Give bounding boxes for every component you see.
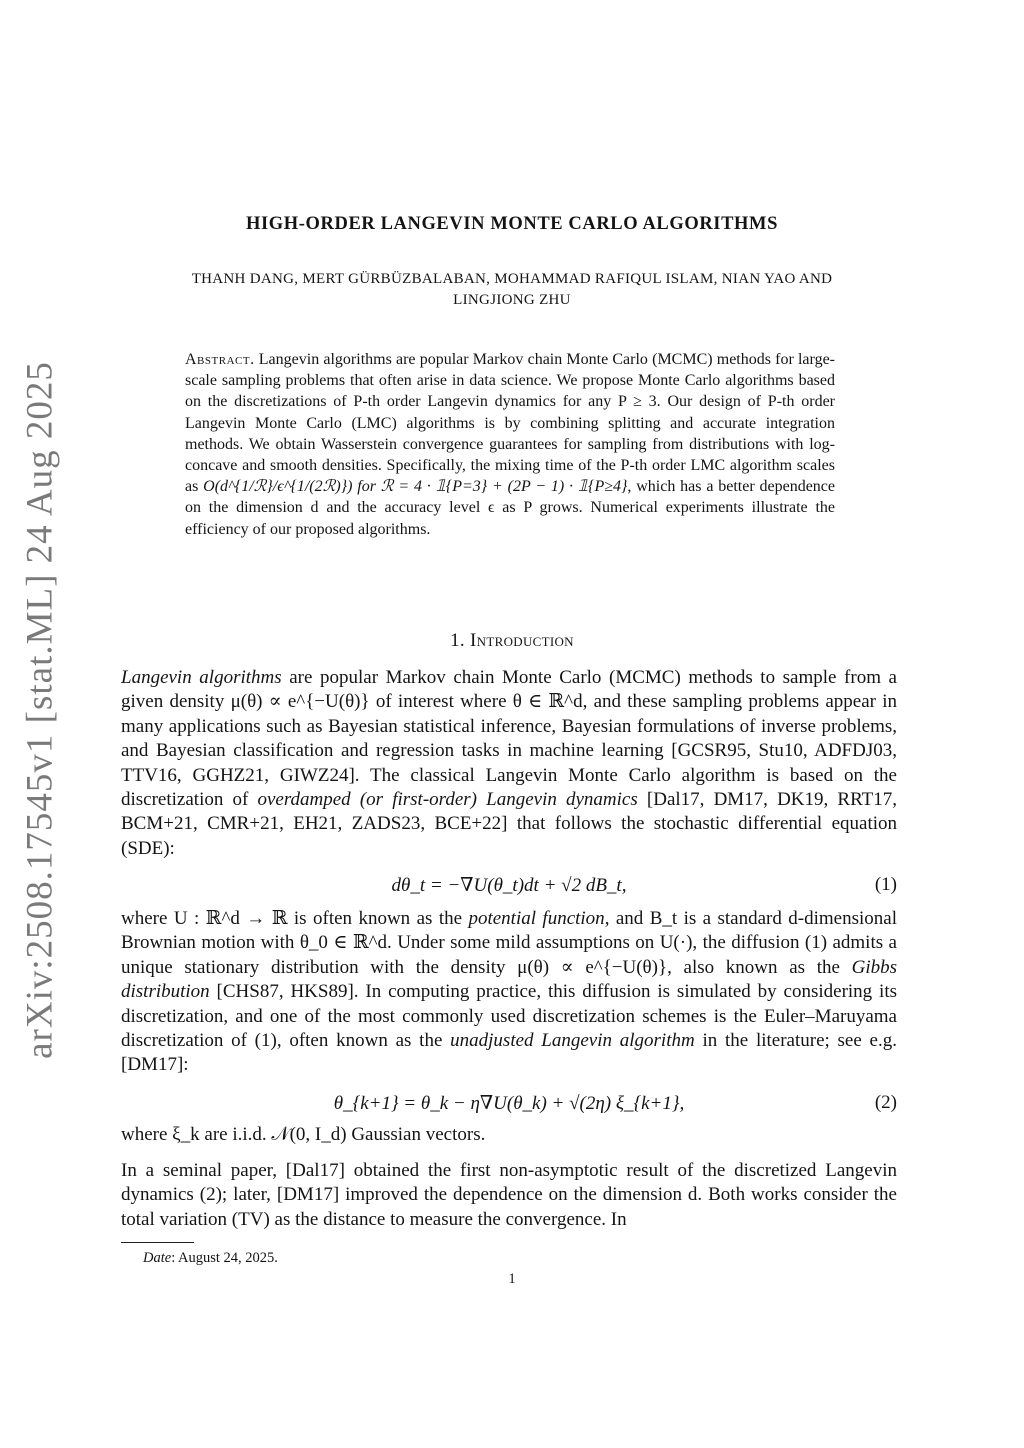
footnote-rule xyxy=(121,1242,194,1243)
section-number: 1. xyxy=(450,630,465,651)
section-title: Introduction xyxy=(470,630,574,651)
abstract-text-1: Langevin algorithms are popular Markov chain Monte Carlo (MCMC) methods for large-scale sampling problems that often arise in data science. We propose Monte Carlo algorithms based on the discretizations of P-th order Langevin dynamics for any P ≥ 3. Our design of P-th order Langevin Monte Carlo (LMC) algorithms is by combining splitting and accurate integration methods. We obtain Wasserstein convergence guarantees for sampling from distributions with log-concave and smooth densities. Specifically, the mixing time of the P-th order LMC algorithm scales as xyxy=(185,351,836,496)
term-overdamped: overdamped (or first-order) Langevin dynamics xyxy=(257,789,638,811)
abstract xyxy=(185,349,835,540)
paragraph-4: In a seminal paper, [Dal17] obtained the first non-asymptotic result of the discretized Langevin dynamics (2); later, [DM17] improved the dependence on the dimension d. Both works consider the total variation (TV) as the distance to measure the convergence. In xyxy=(121,1160,897,1230)
footnote-label: Date xyxy=(143,1250,172,1266)
authors-line-2: LINGJIONG ZHU xyxy=(453,292,571,308)
para2-text-1: where U : ℝ^d → ℝ is often known as the xyxy=(121,908,469,929)
abstract-text-2: , which has a better dependence on the dimension d and the accuracy level ϵ as P grows. Numerical experiments illustrate the efficiency of our proposed algorithms. xyxy=(185,478,835,538)
term-potential-function: potential function xyxy=(468,908,605,929)
para2-text-2: , and B_t is a standard d-dimensional Brownian motion with θ_0 ∈ ℝ^d. Under some mild assumptions on U(·), the diffusion (1) admits a unique stationary distribution with the density μ(θ) ∝ e^{−U(θ)}, also known as the xyxy=(121,908,897,978)
section-heading xyxy=(0,630,1024,652)
para2-text-4: in the literature; see e.g. [DM17]: xyxy=(121,1030,897,1076)
arxiv-identifier: arXiv:2508.17545v1 [stat.ML] 24 Aug 2025 xyxy=(19,361,61,1059)
para1-text-2: [Dal17, DM17, DK19, RRT17, BCM+21, CMR+21, EH21, ZADS23, BCE+22] that follows the stochastic differential equation (SDE): xyxy=(121,789,897,859)
arxiv-sidebar xyxy=(10,361,70,1059)
footnote xyxy=(143,1250,278,1267)
equation-2-body: θ_{k+1} = θ_k − η∇U(θ_k) + √(2η) ξ_{k+1}, xyxy=(333,1093,685,1114)
equation-1-body: dθ_t = −∇U(θ_t)dt + √2 dB_t, xyxy=(391,875,627,896)
term-unadjusted-langevin: unadjusted Langevin algorithm xyxy=(450,1030,695,1052)
equation-1-number: (1) xyxy=(874,874,897,895)
term-gibbs-distribution: Gibbs distribution xyxy=(121,956,897,1003)
abstract-formula: O(d^{1/ℛ}/ϵ^{1/(2ℛ)}) for ℛ = 4 · 𝟙{P=3} + (2P − 1) · 𝟙{P≥4} xyxy=(203,478,628,496)
para1-text-1: are popular Markov chain Monte Carlo (MCMC) methods to sample from a given density μ(θ) ∝ e^{−U(θ)} of interest where θ ∈ ℝ^d, and these sampling problems appear in many applications such as Bayesian statistical inference, Bayesian formulations of inverse problems, and Bayesian classification and regression tasks in machine learning [GCSR95, Stu10, ADFDJ03, TTV16, GGHZ21, GIWZ24]. The classical Langevin Monte Carlo algorithm is based on the discretization of xyxy=(121,667,897,811)
authors-line-1: THANH DANG, MERT GÜRBÜZBALABAN, MOHAMMAD RAFIQUL ISLAM, NIAN YAO AND xyxy=(191,271,833,287)
paragraph-1 xyxy=(121,666,897,861)
page-number: 1 xyxy=(508,1271,516,1287)
paper-title: HIGH-ORDER LANGEVIN MONTE CARLO ALGORITHMS xyxy=(246,214,778,234)
paragraph-3: where ξ_k are i.i.d. 𝒩(0, I_d) Gaussian vectors. xyxy=(121,1124,486,1145)
term-langevin-algorithms: Langevin algorithms xyxy=(121,667,282,688)
footnote-text: : August 24, 2025. xyxy=(171,1250,278,1266)
para2-text-3: [CHS87, HKS89]. In computing practice, this diffusion is simulated by considering its discretization, and one of the most commonly used discretization schemes is the Euler–Maruyama discretization of (1), often known as the xyxy=(121,981,897,1052)
abstract-label: Abstract. xyxy=(185,351,255,368)
equation-2-number: (2) xyxy=(874,1092,897,1113)
paragraph-2 xyxy=(121,907,897,1078)
